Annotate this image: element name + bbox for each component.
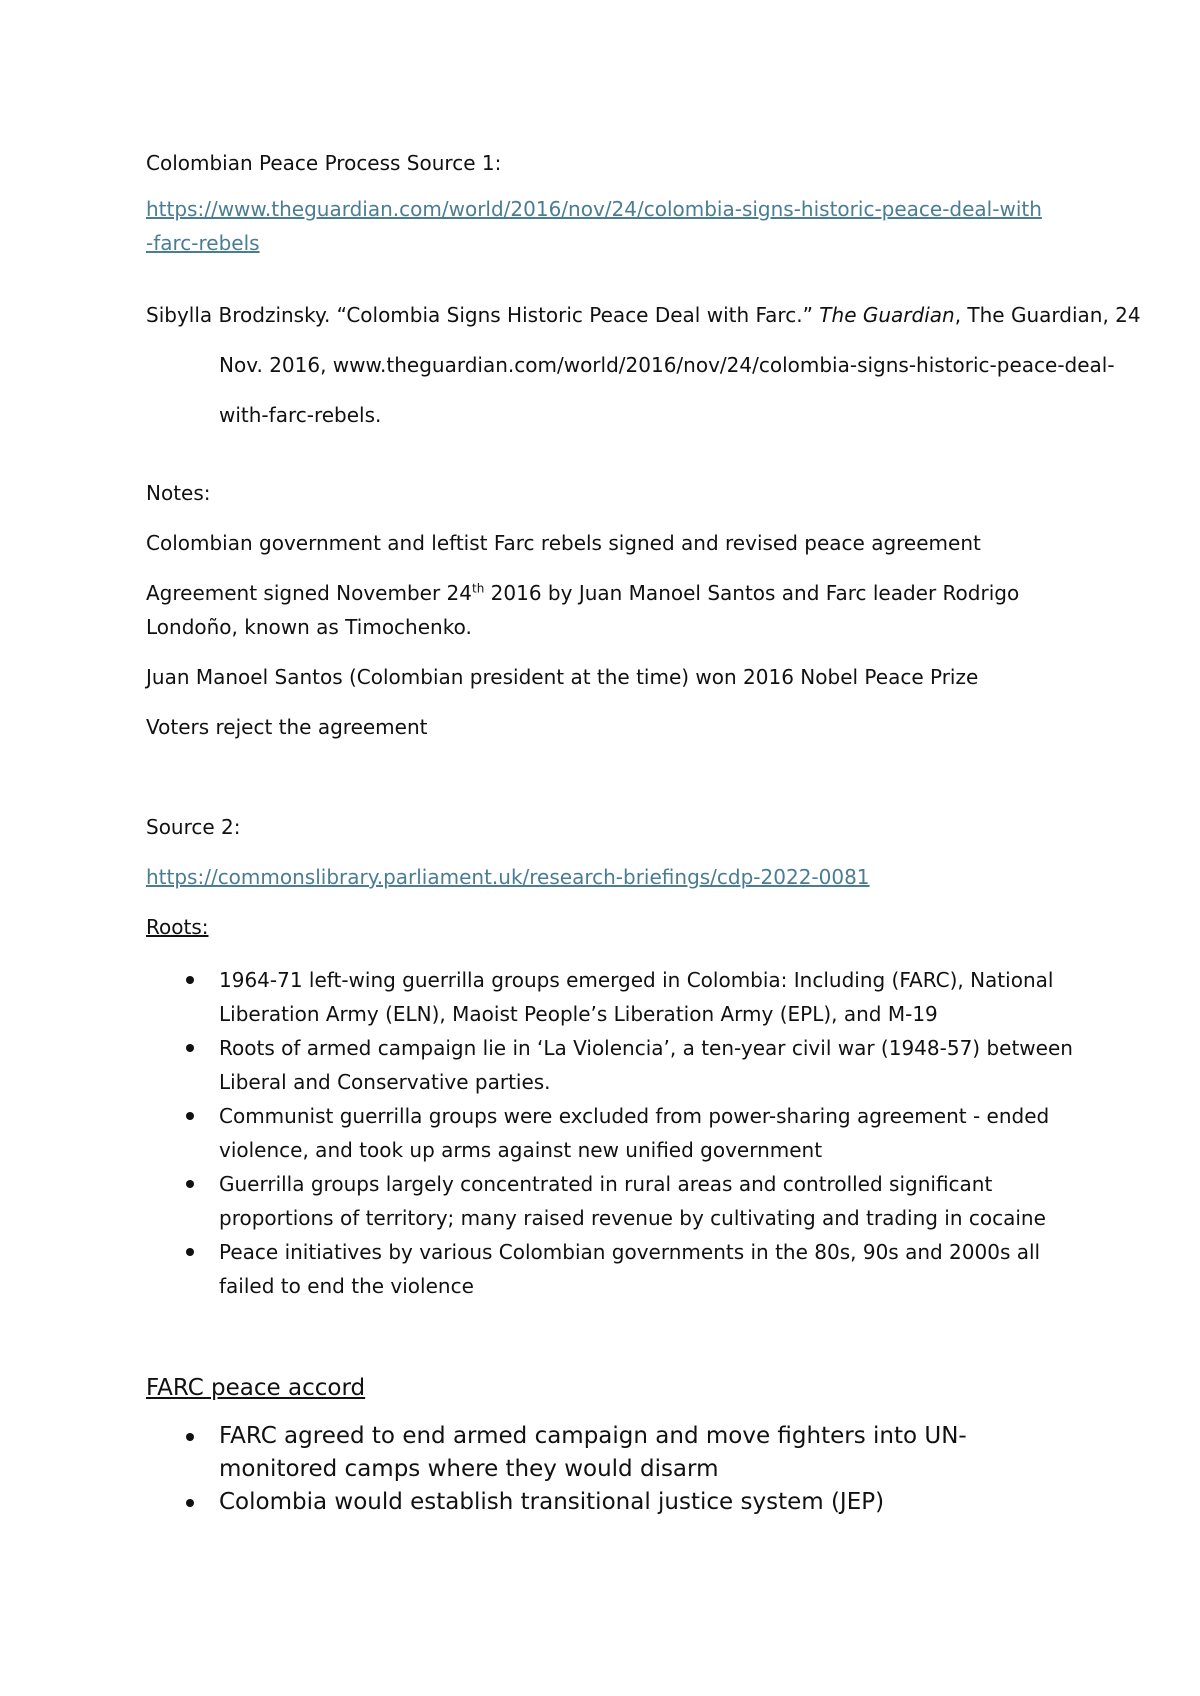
citation-text-start: Sibylla Brodzinsky. “Colombia Signs Historic Peace Deal with Farc.” xyxy=(146,303,820,327)
citation-publication: The Guardian xyxy=(819,303,955,327)
source1-citation xyxy=(146,290,1149,440)
roots-item-4: Guerrilla groups largely concentrated in rural areas and controlled significant proportions of territory; many raised revenue by cultivating and trading in cocaine xyxy=(146,1167,1076,1235)
roots-label xyxy=(146,910,1076,944)
source1-url-link[interactable]: https://www.theguardian.com/world/2016/nov/24/colombia-signs-historic-peace-deal-with-farc-rebels xyxy=(146,197,1042,255)
citation-text-end: , The Guardian, 24 Nov. 2016, www.theguardian.com/world/2016/nov/24/colombia-signs-historic-peace-deal-with-farc-rebels. xyxy=(219,303,1141,427)
source1-title: Colombian Peace Process Source 1: xyxy=(146,151,502,175)
roots-item-5: Peace initiatives by various Colombian governments in the 80s, 90s and 2000s all failed to end the violence xyxy=(146,1235,1076,1303)
notes-label: Notes: xyxy=(146,481,211,505)
note-2-start: Agreement signed November 24 xyxy=(146,581,472,605)
roots-label-text: Roots: xyxy=(146,915,209,939)
roots-item-3: Communist guerrilla groups were excluded from power-sharing agreement - ended violence, and took up arms against new unified government xyxy=(146,1099,1076,1167)
source2-link-wrapper xyxy=(146,860,1076,894)
accord-heading: FARC peace accord xyxy=(146,1375,366,1401)
source2-title: Source 2: xyxy=(146,815,241,839)
note-2 xyxy=(146,576,1076,644)
note-2-superscript: th xyxy=(472,581,485,596)
accord-item-2: Colombia would establish transitional justice system (JEP) xyxy=(146,1486,1076,1519)
roots-item-2: Roots of armed campaign lie in ‘La Violencia’, a ten-year civil war (1948-57) between Liberal and Conservative parties. xyxy=(146,1031,1076,1099)
note-1: Colombian government and leftist Farc rebels signed and revised peace agreement xyxy=(146,531,981,555)
source1-link-wrapper xyxy=(146,192,1046,260)
roots-item-1: 1964-71 left-wing guerrilla groups emerged in Colombia: Including (FARC), National Liberation Army (ELN), Maoist People’s Liberation Army (EPL), and M-19 xyxy=(146,963,1076,1031)
note-4: Voters reject the agreement xyxy=(146,715,428,739)
roots-list xyxy=(146,963,1076,1303)
accord-list xyxy=(146,1420,1076,1519)
source2-url-link[interactable]: https://commonslibrary.parliament.uk/research-briefings/cdp-2022-0081 xyxy=(146,865,870,889)
accord-item-1: FARC agreed to end armed campaign and move fighters into UN-monitored camps where they would disarm xyxy=(146,1420,1076,1486)
note-2-end: 2016 by Juan Manoel Santos and Farc leader Rodrigo Londoño, known as Timochenko. xyxy=(146,581,1020,639)
note-3: Juan Manoel Santos (Colombian president at the time) won 2016 Nobel Peace Prize xyxy=(146,665,979,689)
